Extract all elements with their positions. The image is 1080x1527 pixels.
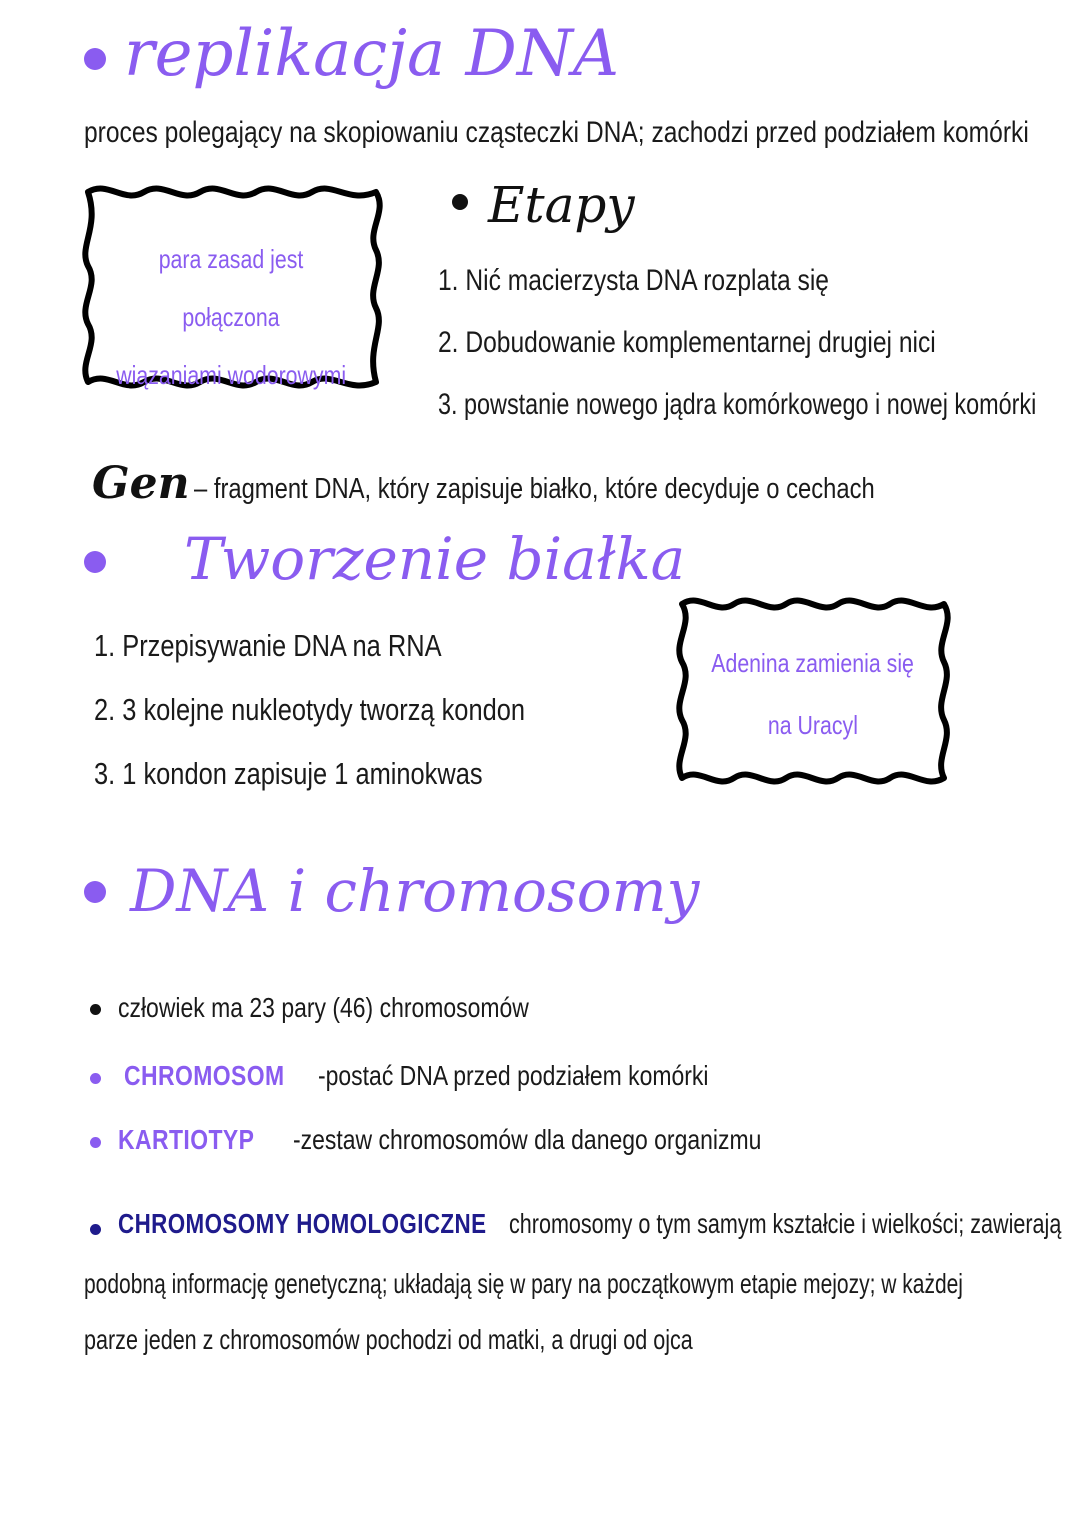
bullet-dot [84, 48, 106, 70]
box2-line2: na Uracyl [767, 710, 859, 740]
etapy-title: Etapy [488, 176, 635, 234]
etapy-item-2: 2. Dobudowanie komplementarnej drugiej nici [438, 326, 936, 359]
bialko-item-1: 1. Przepisywanie DNA na RNA [94, 628, 442, 663]
homologiczne-term: CHROMOSOMY HOMOLOGICZNE [118, 1208, 487, 1239]
homologiczne-line2: podobną informację genetyczną; układają się w pary na początkowym etapie mejozy; w każdej [84, 1268, 963, 1299]
kartiotyp-definition: -zestaw chromosomów dla danego organizmu [292, 1124, 762, 1155]
homologiczne-line3: parze jeden z chromosomów pochodzi od matki, a drugi od ojca [84, 1324, 693, 1355]
bialko-item-2: 2. 3 kolejne nukleotydy tworzą kondon [94, 692, 525, 727]
chromosom-term: CHROMOSOM [124, 1060, 285, 1091]
etapy-item-3: 3. powstanie nowego jądra komórkowego i nowej komórki [438, 388, 1037, 421]
kartiotyp-term: KARTIOTYP [118, 1124, 255, 1155]
box2-line1: Adenina zamienia się [711, 648, 915, 678]
box1-line1: para zasad jest połączona [158, 244, 304, 332]
bullet-dot [90, 1004, 101, 1015]
section-title-dna-chromosomy: DNA i chromosomy [130, 857, 700, 925]
etapy-item-1: 1. Nić macierzysta DNA rozplata się [438, 264, 829, 297]
section-title-tworzenie-bialka: Tworzenie białka [184, 525, 686, 593]
box1-line2: wiązaniami wodorowymi [116, 360, 346, 390]
gen-definition: – fragment DNA, który zapisuje białko, które decyduje o cechach [194, 473, 875, 505]
chromosomy-bullet-3 [118, 1126, 864, 1154]
chromosomy-bullet-4 [118, 1210, 1080, 1238]
section-title-replikacja: replikacja DNA [124, 17, 620, 91]
box2-text [680, 632, 946, 756]
homologiczne-line1: chromosomy o tym samym kształcie i wielkości; zawierają [508, 1208, 1061, 1239]
bullet-dot [90, 1137, 101, 1148]
bullet-dot [90, 1073, 101, 1084]
chromosomy-bullet-1: człowiek ma 23 pary (46) chromosomów [118, 992, 529, 1023]
gen-term: Gen [92, 458, 190, 509]
replikacja-definition: proces polegający na skopiowaniu cząsteczki DNA; zachodzi przed podziałem komórki [84, 116, 1029, 149]
bullet-dot [452, 194, 468, 210]
bullet-dot [84, 881, 106, 903]
bullet-dot [90, 1224, 101, 1235]
chromosomy-bullet-2 [124, 1062, 794, 1090]
box1-text [86, 230, 376, 404]
gen-line [92, 458, 1024, 509]
bullet-dot [84, 551, 106, 573]
bialko-item-3: 3. 1 kondon zapisuje 1 aminokwas [94, 756, 483, 791]
chromosom-definition: -postać DNA przed podziałem komórki [318, 1060, 709, 1091]
